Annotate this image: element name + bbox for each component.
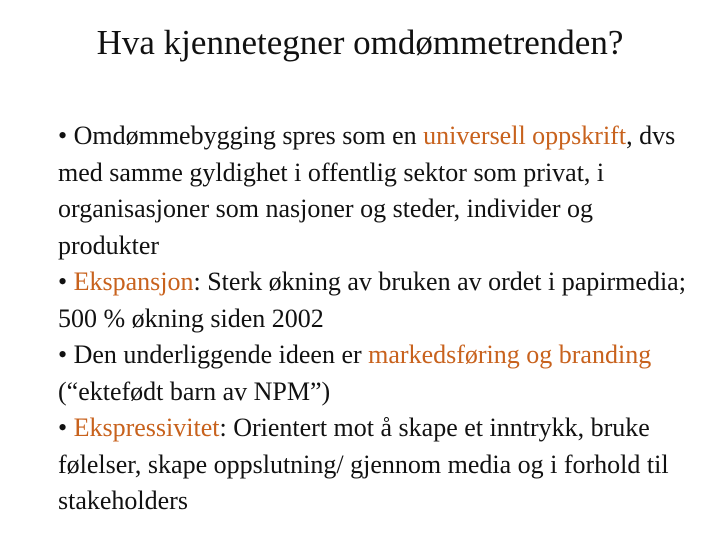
slide-title: Hva kjennetegner omdømmetrenden? <box>96 23 624 62</box>
bullet-item <box>58 410 698 520</box>
bullet-text: : Orientert mot å skape et inntrykk, bruke følelser, skape oppslutning/ gjennom media og i forhold til stakeholders <box>58 413 669 515</box>
bullet-text: • <box>58 267 74 296</box>
bullet-list <box>58 118 698 520</box>
bullet-item <box>58 118 698 264</box>
highlighted-term: markedsføring og branding <box>368 340 652 369</box>
bullet-item <box>58 264 698 337</box>
bullet-item <box>58 337 698 410</box>
bullet-text: • Omdømmebygging spres som en <box>58 121 424 150</box>
highlighted-term: Ekspressivitet <box>73 413 220 442</box>
highlighted-term: Ekspansjon <box>73 267 194 296</box>
bullet-text: (“ektefødt barn av NPM”) <box>58 376 331 406</box>
bullet-text: • <box>58 413 74 442</box>
bullet-text: , dvs med samme gyldighet i offentlig sektor som privat, i organisasjoner som nasjoner og steder, individer og produkter <box>58 121 676 260</box>
bullet-text: : Sterk økning av bruken av ordet i papirmedia; 500 % økning siden 2002 <box>58 267 686 333</box>
bullet-text: • Den underliggende ideen er <box>58 340 369 369</box>
highlighted-term: universell oppskrift <box>423 121 627 150</box>
